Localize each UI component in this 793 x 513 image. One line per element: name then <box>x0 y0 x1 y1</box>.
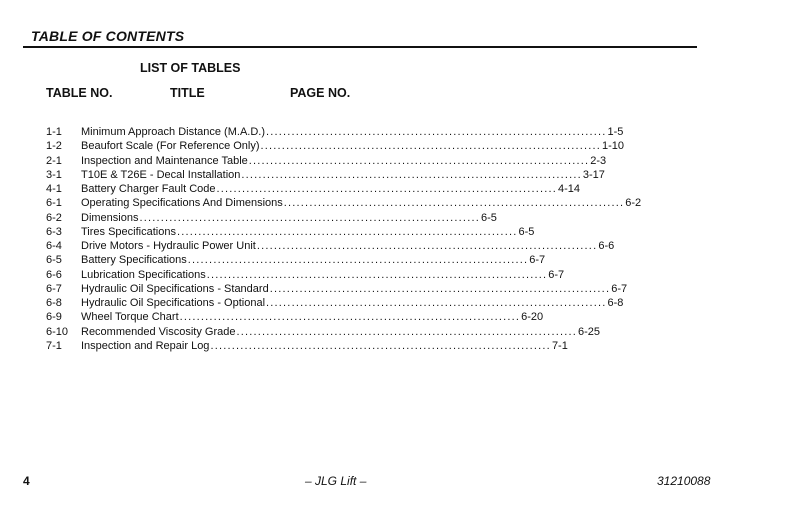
table-list-item[interactable] <box>46 196 642 210</box>
section-title: TABLE OF CONTENTS <box>31 28 185 44</box>
table-list-item[interactable] <box>46 282 628 296</box>
table-list-item[interactable] <box>46 154 607 168</box>
table-title: Lubrication Specifications <box>81 268 206 281</box>
table-list-item[interactable] <box>46 125 624 139</box>
table-list-item[interactable] <box>46 225 535 239</box>
table-number: 6-3 <box>46 225 62 238</box>
table-page-number: 6-20 <box>521 311 544 324</box>
table-page-number: 1-5 <box>607 126 624 138</box>
dot-leader: ................................................................................ <box>269 282 611 295</box>
table-list-item[interactable] <box>46 139 625 153</box>
dot-leader: ................................................................................ <box>139 211 480 224</box>
table-number: 6-7 <box>46 282 62 295</box>
table-page-number: 4-14 <box>558 183 581 195</box>
table-title: Inspection and Maintenance Table <box>81 154 248 167</box>
column-header-table-no: TABLE NO. <box>46 86 113 100</box>
dot-leader: ................................................................................ <box>216 183 558 195</box>
table-number: 6-6 <box>46 268 62 281</box>
table-title: Minimum Approach Distance (M.A.D.) <box>81 126 265 138</box>
table-page-number: 6-8 <box>607 297 624 309</box>
list-title: LIST OF TABLES <box>140 61 241 75</box>
table-page-number: 6-2 <box>625 197 642 210</box>
footer-page-number: 4 <box>23 474 30 488</box>
table-title: Beaufort Scale (For Reference Only) <box>81 140 260 153</box>
table-list-item[interactable] <box>46 325 601 339</box>
table-number: 6-1 <box>46 197 62 210</box>
table-list-item[interactable] <box>46 182 581 196</box>
table-page-number: 3-17 <box>582 168 605 181</box>
dot-leader: ................................................................................ <box>283 197 625 210</box>
table-title: Dimensions <box>81 211 139 224</box>
table-page-number: 6-7 <box>548 268 565 281</box>
table-title: Inspection and Repair Log <box>81 339 210 352</box>
table-list <box>46 125 642 353</box>
table-number: 2-1 <box>46 154 62 167</box>
table-number: 1-1 <box>46 126 62 138</box>
dot-leader: ................................................................................ <box>260 140 602 153</box>
table-title: Recommended Viscosity Grade <box>81 325 236 338</box>
table-title: Drive Motors - Hydraulic Power Unit <box>81 240 256 252</box>
table-page-number: 2-3 <box>590 154 607 167</box>
table-list-item[interactable] <box>46 211 497 225</box>
dot-leader: ................................................................................ <box>179 311 521 324</box>
table-number: 1-2 <box>46 140 62 153</box>
footer-doc-number: 31210088 <box>657 474 711 488</box>
table-page-number: 6-6 <box>598 240 615 252</box>
table-list-item[interactable] <box>46 310 544 324</box>
dot-leader: ................................................................................ <box>256 240 598 252</box>
table-title: Hydraulic Oil Specifications - Standard <box>81 282 269 295</box>
table-number: 6-4 <box>46 240 62 252</box>
dot-leader: ................................................................................ <box>266 297 607 309</box>
table-list-item[interactable] <box>46 239 615 253</box>
table-page-number: 6-25 <box>577 325 601 338</box>
column-header-page-no: PAGE NO. <box>290 86 351 100</box>
table-list-item[interactable] <box>46 253 546 267</box>
table-number: 6-2 <box>46 211 62 224</box>
table-title: T10E & T26E - Decal Installation <box>81 168 241 181</box>
dot-leader: ................................................................................ <box>236 325 577 338</box>
dot-leader: ................................................................................ <box>241 168 582 181</box>
table-number: 7-1 <box>46 339 62 352</box>
dot-leader: ................................................................................ <box>206 268 548 281</box>
table-number: 6-10 <box>46 325 69 338</box>
table-title: Hydraulic Oil Specifications - Optional <box>81 297 266 309</box>
table-number: 6-9 <box>46 311 62 324</box>
table-list-item[interactable] <box>46 296 624 310</box>
table-page-number: 1-10 <box>602 140 625 153</box>
table-page-number: 7-1 <box>551 339 568 352</box>
table-number: 3-1 <box>46 168 62 181</box>
table-title: Tires Specifications <box>81 225 176 238</box>
table-title: Battery Specifications <box>81 254 187 267</box>
table-page-number: 6-7 <box>529 254 546 267</box>
table-list-item[interactable] <box>46 339 568 353</box>
column-header-title: TITLE <box>170 86 205 100</box>
dot-leader: ................................................................................ <box>176 225 518 238</box>
table-list-item[interactable] <box>46 268 565 282</box>
table-title: Battery Charger Fault Code <box>81 183 216 195</box>
dot-leader: ................................................................................ <box>266 126 607 138</box>
footer-center-text: – JLG Lift – <box>305 474 367 488</box>
table-page-number: 6-5 <box>480 211 497 224</box>
dot-leader: ................................................................................ <box>187 254 529 267</box>
table-number: 6-8 <box>46 297 62 309</box>
table-page-number: 6-5 <box>518 225 535 238</box>
table-list-item[interactable] <box>46 168 605 182</box>
header-rule <box>23 46 697 48</box>
dot-leader: ................................................................................ <box>248 154 590 167</box>
dot-leader: ................................................................................ <box>210 339 551 352</box>
table-title: Operating Specifications And Dimensions <box>81 197 283 210</box>
table-number: 4-1 <box>46 183 62 195</box>
table-page-number: 6-7 <box>611 282 628 295</box>
table-title: Wheel Torque Chart <box>81 311 179 324</box>
table-number: 6-5 <box>46 254 62 267</box>
